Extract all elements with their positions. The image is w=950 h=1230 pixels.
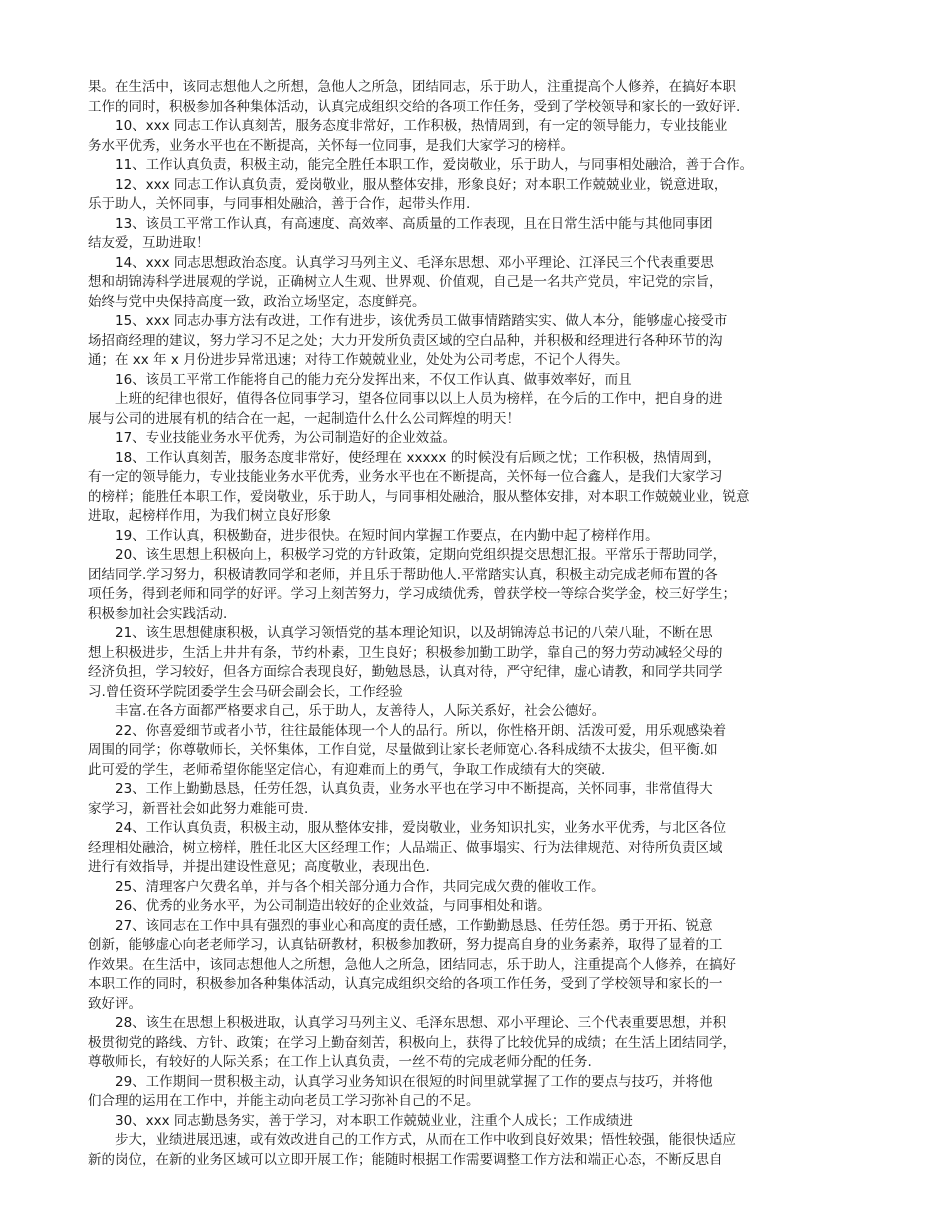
text-line: 结友爱，互助进取！	[88, 235, 210, 251]
document-page	[88, 78, 863, 1170]
text-line: 24、工作认真负责，积极主动，服从整体安排，爱岗敬业，业务知识扎实，业务水平优秀，与北区各位	[115, 820, 727, 836]
paragraph	[88, 702, 863, 722]
text-line: 15、xxx 同志办事方法有改进，工作有进步，该优秀员工做事情踏踏实实、做人本分，能够虚心接受市	[115, 313, 728, 329]
text-line: 26、优秀的业务水平，为公司制造出较好的企业效益，与同事相处和谐。	[115, 898, 551, 914]
text-line: 10、xxx 同志工作认真刻苦，服务态度非常好，工作积极，热情周到，有一定的领导能力，专业技能业	[115, 118, 728, 134]
text-line: 16、该员工平常工作能将自己的能力充分发挥出来，不仅工作认真、做事效率好，而且	[115, 371, 632, 388]
paragraph	[88, 819, 863, 878]
text-line: 12、xxx 同志工作认真负责，爱岗敬业，服从整体安排，形象良好；对本职工作兢兢业业，锐意进取，	[115, 176, 728, 193]
text-line: 新的岗位，在新的业务区域可以立即开展工作；能随时根据工作需要调整工作方法和端正心态，不断反思自	[88, 1151, 723, 1168]
paragraph	[88, 312, 863, 371]
paragraph	[88, 78, 863, 117]
text-line: 始终与党中央保持高度一致，政治立场坚定，态度鲜亮。	[88, 293, 426, 310]
text-line: 尊敬师长，有较好的人际关系；在工作上认真负责，一丝不苟的完成老师分配的任务.	[88, 1054, 592, 1070]
text-line: 25、清理客户欠费名单，并与各个相关部分通力合作，共同完成欠费的催收工作。	[115, 878, 605, 895]
text-line: 本职工作的同时，积极参加各种集体活动，认真完成组织交给的各项工作任务，受到了学校领导和家长的一	[88, 976, 723, 992]
text-line: 进取，起榜样作用，为我们树立良好形象	[88, 508, 331, 524]
text-line: 19、工作认真，积极勤奋，进步很快。在短时间内掌握工作要点，在内勤中起了榜样作用。	[115, 527, 659, 544]
text-line: 想和胡锦涛科学进展观的学说，正确树立人生观、世界观、价值观，自己是一名共产党员，牢记党的宗旨，	[88, 274, 723, 290]
text-line: 果。在生活中，该同志想他人之所想，急他人之所急，团结同志，乐于助人，注重提高个人修养，在搞好本职	[88, 79, 736, 95]
text-line: 17、专业技能业务水平优秀，为公司制造好的企业效益。	[115, 430, 457, 446]
paragraph	[88, 624, 863, 702]
paragraph	[88, 780, 863, 819]
text-line: 步大，业绩进展迅速，或有效改进自己的工作方式，从而在工作中收到良好效果；悟性较强，能很快适应	[115, 1132, 736, 1148]
paragraph	[88, 917, 863, 1015]
text-line: 通；在 xx 年 x 月份进步异常迅速；对待工作兢兢业业，处处为公司考虑，不记个人得失。	[88, 352, 629, 368]
text-line: 致好评。	[88, 995, 142, 1012]
text-line: 乐于助人，关怀同事，与同事相处融洽，善于合作，起带头作用.	[88, 196, 471, 212]
text-line: 场招商经理的建议，努力学习不足之处；大力开发所负责区域的空白品种，并积极和经理进行各种环节的沟	[88, 332, 723, 349]
paragraph	[88, 1131, 863, 1170]
paragraph	[88, 1112, 863, 1132]
paragraph	[88, 215, 863, 254]
text-line: 家学习，新晋社会如此努力难能可贵.	[88, 800, 309, 817]
text-line: 此可爱的学生，老师希望你能坚定信心，有迎难而上的勇气，争取工作成绩有大的突破.	[88, 761, 606, 778]
text-line: 展与公司的进展有机的结合在一起，一起制造什么什么公司辉煌的明天！	[88, 410, 520, 427]
paragraph	[88, 176, 863, 215]
text-line: 11、工作认真负责，积极主动，能完全胜任本职工作，爱岗敬业，乐于助人，与同事相处融洽，善于合作。	[115, 157, 754, 173]
paragraph	[88, 429, 863, 449]
text-line: 的榜样；能胜任本职工作，爱岗敬业，乐于助人，与同事相处融洽，服从整体安排，对本职工作兢兢业业，锐意	[88, 488, 750, 505]
text-line: 极贯彻党的路线、方针、政策；在学习上勤奋刻苦，积极向上，获得了比较优异的成绩；在生活上团结同学，	[88, 1034, 736, 1051]
text-line: 经济负担，学习较好，但各方面综合表现良好，勤勉恳恳，认真对待，严守纪律，虚心请教，和同学共同学	[88, 664, 723, 680]
text-line: 29、工作期间一贯积极主动，认真学习业务知识在很短的时间里就掌握了工作的要点与技巧，并将他	[115, 1073, 713, 1090]
paragraph	[88, 897, 863, 917]
text-line: 丰富.在各方面都严格要求自己，乐于助人，友善待人，人际关系好，社会公德好。	[115, 703, 606, 719]
text-line: 作效果。在生活中，该同志想他人之所想，急他人之所急，团结同志，乐于助人，注重提高个人修养，在搞好	[88, 956, 736, 973]
paragraph	[88, 449, 863, 527]
text-line: 习.曾任资环学院团委学生会马研会副会长，工作经验	[88, 683, 403, 700]
text-line: 27、该同志在工作中具有强烈的事业心和高度的责任感，工作勤勤恳恳、任劳任怨。勇于开拓、锐意	[115, 917, 713, 934]
text-line: 工作的同时，积极参加各种集体活动，认真完成组织交给的各项工作任务，受到了学校领导和家长的一致好评.	[88, 98, 741, 115]
text-line: 创新，能够虚心向老老师学习，认真钻研教材，积极参加教研，努力提高自身的业务素养，取得了显着的工	[88, 937, 723, 953]
paragraph	[88, 878, 863, 898]
paragraph	[88, 1014, 863, 1073]
text-line: 22、你喜爱细节或者小节，往往最能体现一个人的品行。所以，你性格开朗、活泼可爱，用乐观感染着	[115, 722, 727, 739]
text-line: 进行有效指导，并提出建设性意见；高度敬业，表现出色.	[88, 859, 430, 875]
text-line: 28、该生在思想上积极进取，认真学习马列主义、毛泽东思想、邓小平理论、三个代表重要思想，并积	[115, 1015, 727, 1031]
text-line: 13、该员工平常工作认真，有高速度、高效率、高质量的工作表现，且在日常生活中能与其他同事团	[115, 215, 713, 232]
text-line: 上班的纪律也很好，值得各位同事学习，望各位同事以以上人员为榜样，在今后的工作中，把自身的进	[115, 391, 723, 407]
paragraph	[88, 156, 863, 176]
text-line: 周围的同学；你尊敬师长，关怀集体，工作自觉，尽量做到让家长老师宽心.各科成绩不太拔尖，但平衡.如	[88, 742, 718, 758]
paragraph	[88, 527, 863, 547]
text-line: 积极参加社会实践活动.	[88, 605, 228, 622]
text-line: 23、工作上勤勤恳恳，任劳任怨，认真负责，业务水平也在学习中不断提高，关怀同事，非常值得大	[115, 781, 713, 797]
paragraph	[88, 546, 863, 624]
paragraph	[88, 371, 863, 391]
text-line: 项任务，得到老师和同学的好评。学习上刻苦努力，学习成绩优秀，曾获学校一等综合奖学金，校三好学生；	[88, 586, 736, 602]
text-line: 想上积极进步，生活上井井有条，节约朴素，卫生良好；积极参加勤工助学，靠自己的努力劳动减轻父母的	[88, 644, 723, 661]
text-line: 21、该生思想健康积极，认真学习领悟党的基本理论知识，以及胡锦涛总书记的八荣八耻，不断在思	[115, 625, 713, 641]
paragraph	[88, 1073, 863, 1112]
text-line: 30、xxx 同志勤恳务实，善于学习，对本职工作兢兢业业，注重个人成长；工作成绩进	[115, 1112, 633, 1129]
paragraph	[88, 722, 863, 781]
text-line: 务水平优秀，业务水平也在不断提高，关怀每一位同事，是我们大家学习的榜样。	[88, 137, 574, 154]
text-line: 团结同学.学习努力，积极请教同学和老师，并且乐于帮助他人.平常踏实认真，积极主动完成老师布置的各	[88, 566, 718, 583]
text-line: 20、该生思想上积极向上，积极学习党的方针政策，定期向党组织提交思想汇报。平常乐于帮助同学，	[115, 547, 727, 563]
text-line: 18、工作认真刻苦，服务态度非常好，使经理在 xxxxx 的时候没有后顾之忧；工作积极，热情周到，	[115, 449, 721, 466]
text-line: 们合理的运用在工作中，并能主动向老员工学习弥补自己的不足。	[88, 1093, 480, 1109]
text-line: 14、xxx 同志思想政治态度。认真学习马列主义、毛泽东思想、邓小平理论、江泽民三个代表重要思	[115, 254, 714, 271]
text-line: 有一定的领导能力，专业技能业务水平优秀，业务水平也在不断提高，关怀每一位合鑫人，是我们大家学习	[88, 469, 723, 485]
paragraph	[88, 254, 863, 313]
paragraph	[88, 390, 863, 429]
text-line: 经理相处融洽，树立榜样，胜任北区大区经理工作；人品端正、做事塌实、行为法律规范、对待所负责区域	[88, 839, 723, 856]
paragraph	[88, 117, 863, 156]
